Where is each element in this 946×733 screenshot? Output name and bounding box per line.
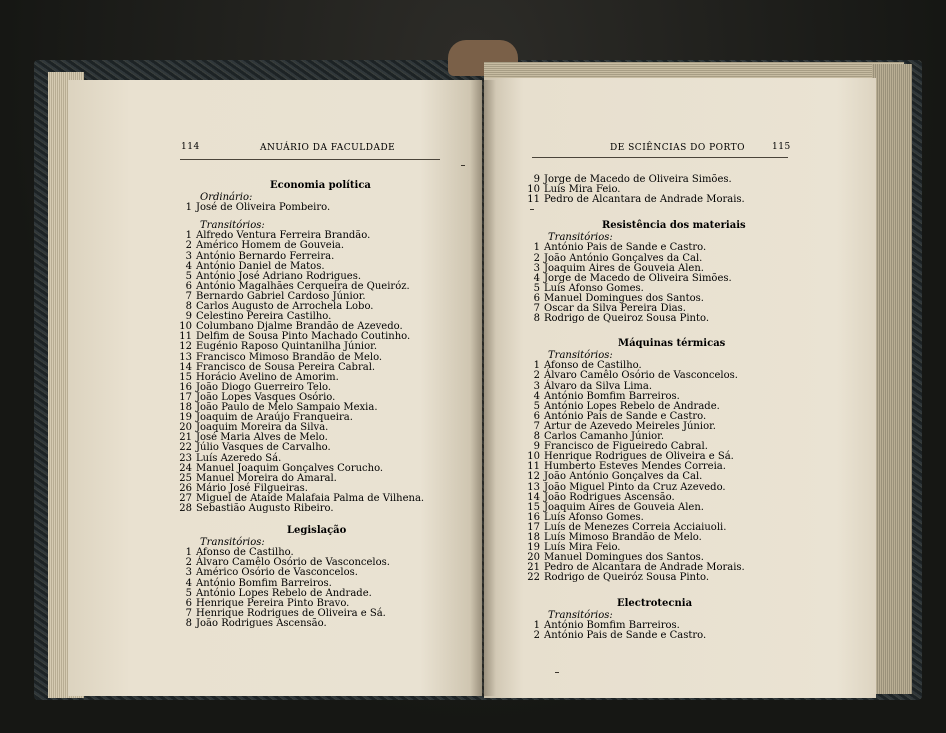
list-item-number: 5 [185,270,192,282]
list-item-name: Luís Afonso Gomes. [544,282,644,294]
left-running-head: ANUÁRIO DA FACULDADE [260,143,396,153]
list-item-name: Júlio Vasques de Carvalho. [196,442,331,454]
list-item-number: 1 [185,547,192,559]
list-item-number: 23 [179,452,192,464]
list-item-name: Columbano Djalme Brandão de Azevedo. [196,321,403,333]
list-item-number: 13 [179,351,192,363]
list-item-number: 17 [179,391,192,403]
list-item-name: Francisco Mimoso Brandão de Melo. [196,351,383,363]
list-item-number: 3 [533,380,540,392]
section-title: Electrotecnia [617,597,693,609]
list-item-number: 26 [179,482,192,494]
left-page-number: 114 [181,142,200,152]
list-item-name: Manuel Joaquim Gonçalves Corucho. [196,462,384,474]
list-item-number: 7 [185,290,192,302]
list-item-number: 28 [179,503,192,514]
group-label: Ordinário: [200,192,253,203]
list-item-number: 9 [185,311,192,323]
list-item-name: Humberto Esteves Mendes Correia. [544,461,726,473]
list-item-number: 12 [179,341,192,353]
group-label: Transitórios: [548,350,613,362]
list-item-name: Carlos Camanho Júnior. [544,431,665,442]
list-item-number: 21 [527,562,540,574]
list-item-name: António Bomfim Barreiros. [196,577,332,589]
list-item-number: 16 [527,511,540,523]
list-item-number: 22 [527,572,540,584]
list-item-number: 10 [527,451,540,463]
list-item [176,202,330,213]
section-title: Resistência dos materiais [602,220,746,232]
list-item-name: Joaquim Aires de Gouveia Alen. [544,262,704,274]
group-label: Transitórios: [200,537,265,549]
list-item-number: 5 [185,587,192,599]
list-item-number: 20 [527,552,540,564]
list-item-name: António Bomfim Barreiros. [544,619,680,631]
list-item-number: 1 [185,230,192,242]
list-item-name: Francisco de Figueiredo Cabral. [544,441,708,453]
list-item-number: 2 [533,629,540,641]
list-item-number: 17 [527,521,540,533]
list-item-name: João Lopes Vasques Osório. [196,391,336,403]
list-item-number: 9 [533,441,540,453]
list-item-number: 3 [533,262,540,274]
margin-mark [530,209,534,210]
list-item [524,194,745,205]
list-item-number: 4 [533,390,540,402]
list-item-name: Celestino Pereira Castilho. [196,311,332,323]
list-item-name: Artur de Azevedo Meireles Júnior. [544,420,716,432]
list-item-name: António Pais de Sande e Castro. [544,629,707,641]
list-item-name: Luís Azeredo Sá. [196,452,282,464]
list-item-name: Alfredo Ventura Ferreira Brandão. [196,230,371,242]
right-page-number: 115 [772,142,791,152]
list-item-name: Francisco de Sousa Pereira Cabral. [196,361,376,373]
list-item-name: Américo Homem de Gouveia. [196,240,345,252]
list-item-number: 15 [527,501,540,513]
list-item-number: 1 [533,242,540,254]
list-item-name: João Paulo de Melo Sampaio Mexia. [196,402,378,413]
list-item-name: Delfim de Sousa Pinto Machado Coutinho. [196,331,411,343]
list-item-number: 8 [533,313,540,325]
list-item-number: 5 [533,400,540,412]
list-item-name: Rodrigo de Queiroz Sousa Pinto. [544,313,710,325]
list-item-number: 1 [185,202,192,214]
list-item-name: Joaquim Moreira da Silva. [196,422,329,434]
list-item-name: João Rodrigues Ascensão. [544,491,675,503]
list-item-name: Eugénio Raposo Quintanilha Júnior. [196,341,378,353]
list-item-name: João Diogo Guerreiro Telo. [196,381,332,393]
list-item-number: 22 [179,442,192,454]
list-item-number: 19 [527,542,540,554]
list-item-number: 1 [533,360,540,372]
list-item-number: 8 [533,431,540,442]
list-item-number: 6 [533,292,540,304]
list-item-number: 18 [527,532,540,543]
list-item-number: 2 [533,370,540,382]
list-item-name: Manuel Moreira do Amaral. [196,472,337,484]
list-item-number: 8 [185,617,192,629]
list-item-name: Américo Osório de Vasconcelos. [196,567,358,579]
list-item-name: Pedro de Alcantara de Andrade Morais. [544,194,745,206]
list-item-name: Henrique Rodrigues de Oliveira e Sá. [196,607,386,619]
list-item-name: Rodrigo de Queiróz Sousa Pinto. [544,572,710,584]
list-item-name: Horácio Avelino de Amorim. [196,371,339,383]
list-item-name: Luís Mira Feio. [544,184,621,196]
list-item-number: 20 [179,422,192,434]
list-item-number: 16 [179,381,192,393]
group-label: Transitórios: [548,609,613,621]
list-item-name: Luís de Menezes Correia Acciaiuoli. [544,521,727,533]
list-item-number: 19 [179,412,192,424]
list-item-number: 12 [527,471,540,483]
section-title: Máquinas térmicas [618,338,726,350]
list-item-name: João Miguel Pinto da Cruz Azevedo. [544,481,726,493]
list-item-name: José Maria Alves de Melo. [196,432,328,444]
list-item-name: Afonso de Castilho. [196,547,294,559]
list-item-name: João Rodrigues Ascensão. [196,617,327,629]
group-label: Transitórios: [548,232,613,244]
list-item-name: Jorge de Macedo de Oliveira Simões. [544,174,732,185]
list-item-number: 14 [179,361,192,373]
list-item-number: 3 [185,250,192,262]
list-item-name: António Daniel de Matos. [196,260,325,272]
list-item-name: Luís Mira Feio. [544,542,621,554]
list-item-name: António Lopes Rebelo de Andrade. [196,587,372,599]
list-item-name: Manuel Domingues dos Santos. [544,552,704,564]
list-item-number: 11 [179,331,192,343]
list-item-name: Bernardo Gabriel Cardoso Júnior. [196,290,366,302]
list-item-name: João António Gonçalves da Cal. [544,471,703,483]
list-item-name: António Bomfim Barreiros. [544,390,680,402]
list-item-name: Álvaro da Silva Lima. [544,380,653,392]
right-header-rule [532,157,788,158]
list-item-name: Manuel Domingues dos Santos. [544,292,704,304]
list-item-name: Mário José Filgueiras. [196,482,308,494]
list-item-number: 24 [179,462,192,474]
list-item-number: 4 [185,577,192,589]
list-item-name: António Lopes Rebelo de Andrade. [544,400,720,412]
book-gutter [470,80,496,696]
list-item-number: 3 [185,567,192,579]
list-item-name: Joaquim Aires de Gouveia Alen. [544,501,704,513]
list-item-name: Carlos Augusto de Arrochela Lobo. [196,301,374,312]
list-item-name: Miguel de Ataíde Malafaia Palma de Vilhena. [196,492,425,504]
list-item-number: 11 [527,461,540,473]
list-item-name: João António Gonçalves da Cal. [544,252,703,264]
list-item-name: Pedro de Alcantara de Andrade Morais. [544,562,745,574]
list-item-number: 5 [533,282,540,294]
list-item-name: António José Adriano Rodrigues. [196,270,361,282]
list-item [524,630,706,641]
list-item-number: 7 [185,607,192,619]
margin-mark [555,672,559,673]
list-item-name: António Pais de Sande e Castro. [544,410,707,422]
list-item-number: 10 [527,184,540,196]
left-header-rule [180,159,440,160]
list-item-number: 2 [185,557,192,569]
list-item-name: António Pais de Sande e Castro. [544,242,707,254]
section-title: Legislação [287,525,347,537]
list-item-name: António Magalhães Cerqueira de Queiróz. [196,280,410,292]
section-title: Economia política [270,180,371,191]
list-item-name: Luís Afonso Gomes. [544,511,644,523]
list-item-number: 4 [185,260,192,272]
list-item-number: 11 [527,194,540,206]
list-item-number: 9 [533,174,540,185]
list-item [176,618,327,629]
list-item-number: 6 [185,280,192,292]
group-label: Transitórios: [200,220,265,232]
list-item-name: Sebastião Augusto Ribeiro. [196,503,334,514]
list-item-name: Jorge de Macedo de Oliveira Simões. [544,272,732,284]
list-item [524,313,709,324]
list-item-number: 6 [533,410,540,422]
right-running-head: DE SCIÊNCIAS DO PORTO [610,143,746,153]
margin-mark [461,165,465,166]
list-item-name: Afonso de Castilho. [544,360,642,372]
list-item-name: José de Oliveira Pombeiro. [196,202,331,214]
list-item-number: 27 [179,492,192,504]
list-item-name: Henrique Rodrigues de Oliveira e Sá. [544,451,734,463]
page-edges-right [872,64,912,694]
list-item [524,572,709,583]
list-item-number: 21 [179,432,192,444]
list-item-name: Luís Mimoso Brandão de Melo. [544,532,702,543]
list-item-name: Oscar da Silva Pereira Dias. [544,303,686,314]
list-item-number: 13 [527,481,540,493]
list-item-number: 6 [185,597,192,609]
list-item-name: Álvaro Camêlo Osório de Vasconcelos. [544,370,738,382]
list-item-number: 2 [185,240,192,252]
list-item-number: 7 [533,420,540,432]
list-item-number: 10 [179,321,192,333]
list-item-name: Henrique Pereira Pinto Bravo. [196,597,350,609]
list-item-name: António Bernardo Ferreira. [196,250,335,262]
list-item-number: 15 [179,371,192,383]
list-item-number: 8 [185,301,192,312]
list-item-number: 25 [179,472,192,484]
list-item-number: 7 [533,303,540,314]
list-item-number: 2 [533,252,540,264]
list-item-name: Álvaro Camêlo Osório de Vasconcelos. [196,557,390,569]
list-item-name: Joaquim de Araújo Franqueira. [196,412,353,424]
list-item-number: 18 [179,402,192,413]
list-item-number: 4 [533,272,540,284]
list-item-number: 1 [533,619,540,631]
list-item [176,503,334,514]
list-item-number: 14 [527,491,540,503]
